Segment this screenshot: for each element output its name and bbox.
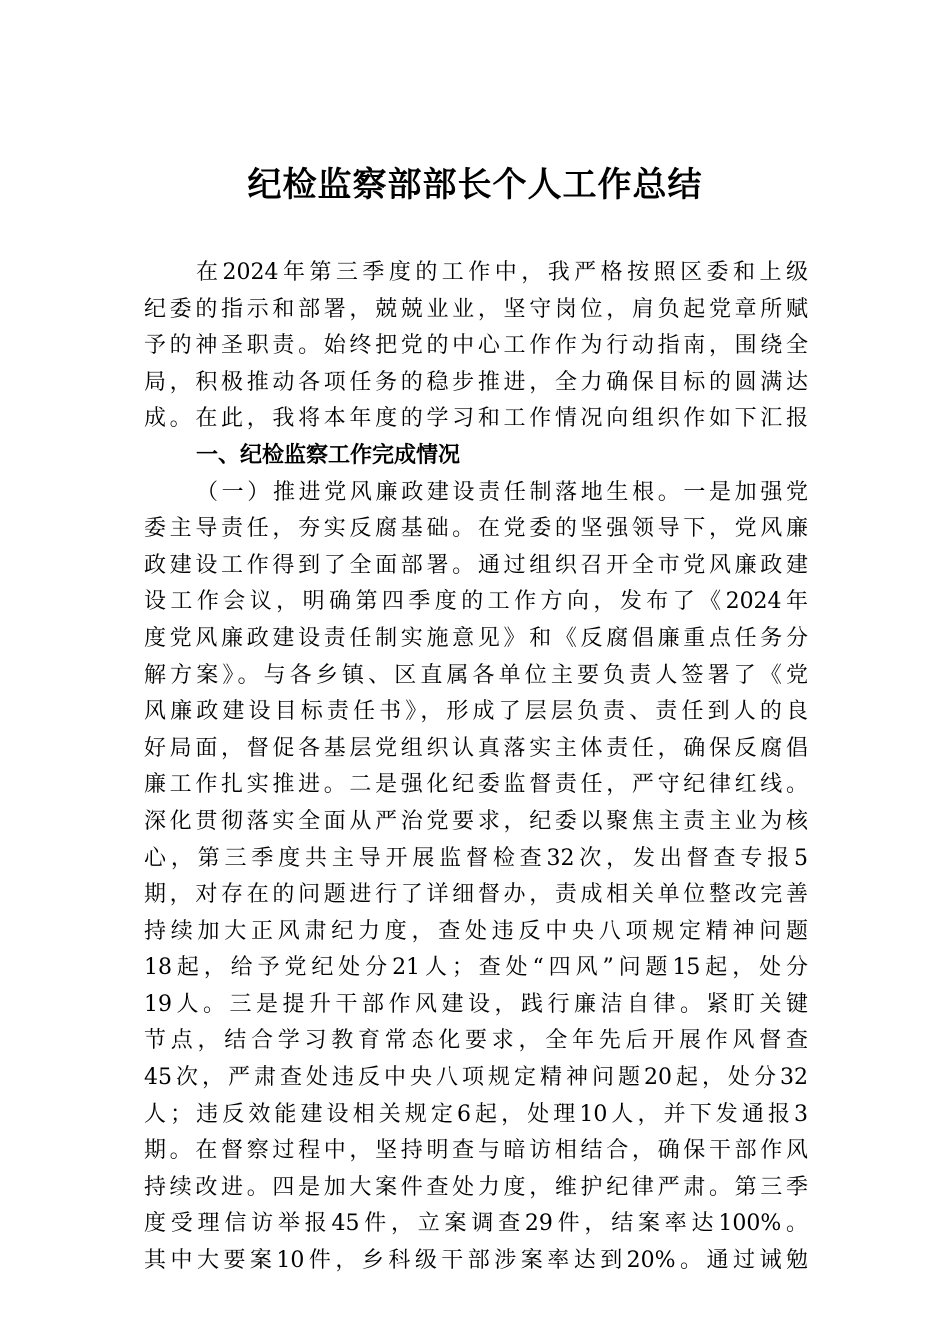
paragraph-line: 18起，给予党纪处分21人；查处“四风”问题15起，处分 xyxy=(144,955,808,981)
paragraph-line: 节点，结合学习教育常态化要求，全年先后开展作风督查 xyxy=(144,1028,808,1054)
paragraph-line: 期，对存在的问题进行了详细督办，责成相关单位整改完善 xyxy=(144,882,808,908)
paragraph-line: 局，积极推动各项任务的稳步推进，全力确保目标的圆满达 xyxy=(144,369,808,395)
paragraph-line: 风廉政建设目标责任书》，形成了层层负责、责任到人的良 xyxy=(144,699,808,725)
document-body xyxy=(144,255,808,1280)
paragraph-line: 其中大要案10件，乡科级干部涉案率达到20%。通过诫勉 xyxy=(144,1248,808,1274)
document-title: 纪检监察部部长个人工作总结 xyxy=(247,165,703,205)
paragraph-line: 19人。三是提升干部作风建设，践行廉洁自律。紧盯关键 xyxy=(144,991,808,1017)
paragraph-line: 委主导责任，夯实反腐基础。在党委的坚强领导下，党风廉 xyxy=(144,516,808,542)
paragraph-line: 期。在督察过程中，坚持明查与暗访相结合，确保干部作风 xyxy=(144,1138,808,1164)
paragraph-line: 在2024年第三季度的工作中，我严格按照区委和上级 xyxy=(196,260,808,285)
section-heading: 一、纪检监察工作完成情况 xyxy=(196,442,461,468)
paragraph-line: 好局面，督促各基层党组织认真落实主体责任，确保反腐倡 xyxy=(144,735,808,761)
paragraph-line: 廉工作扎实推进。二是强化纪委监督责任，严守纪律红线。 xyxy=(144,772,808,798)
paragraph-line: （一）推进党风廉政建设责任制落地生根。一是加强党 xyxy=(196,479,808,505)
paragraph-line: 度受理信访举报45件，立案调查29件，结案率达100%。 xyxy=(144,1211,808,1237)
paragraph-line: 予的神圣职责。始终把党的中心工作作为行动指南，围绕全 xyxy=(144,333,808,359)
paragraph-line: 持续改进。四是加大案件查处力度，维护纪律严肃。第三季 xyxy=(144,1174,808,1200)
paragraph-line: 心，第三季度共主导开展监督检查32次，发出督查专报5 xyxy=(144,845,808,871)
paragraph-line: 人；违反效能建设相关规定6起，处理10人，并下发通报3 xyxy=(144,1101,808,1127)
paragraph-line: 45次，严肃查处违反中央八项规定精神问题20起，处分32 xyxy=(144,1065,808,1091)
paragraph-line: 成。在此，我将本年度的学习和工作情况向组织作如下汇报 xyxy=(144,406,808,432)
paragraph-line: 度党风廉政建设责任制实施意见》和《反腐倡廉重点任务分 xyxy=(144,625,808,651)
paragraph-line: 政建设工作得到了全面部署。通过组织召开全市党风廉政建 xyxy=(144,552,808,578)
paragraph-line: 持续加大正风肃纪力度，查处违反中央八项规定精神问题 xyxy=(144,918,808,944)
paragraph-line: 深化贯彻落实全面从严治党要求，纪委以聚焦主责主业为核 xyxy=(144,808,808,834)
paragraph-line: 设工作会议，明确第四季度的工作方向，发布了《2024年 xyxy=(144,589,808,615)
paragraph-line: 解方案》。与各乡镇、区直属各单位主要负责人签署了《党 xyxy=(144,662,808,688)
paragraph-line: 纪委的指示和部署，兢兢业业，坚守岗位，肩负起党章所赋 xyxy=(144,296,808,322)
